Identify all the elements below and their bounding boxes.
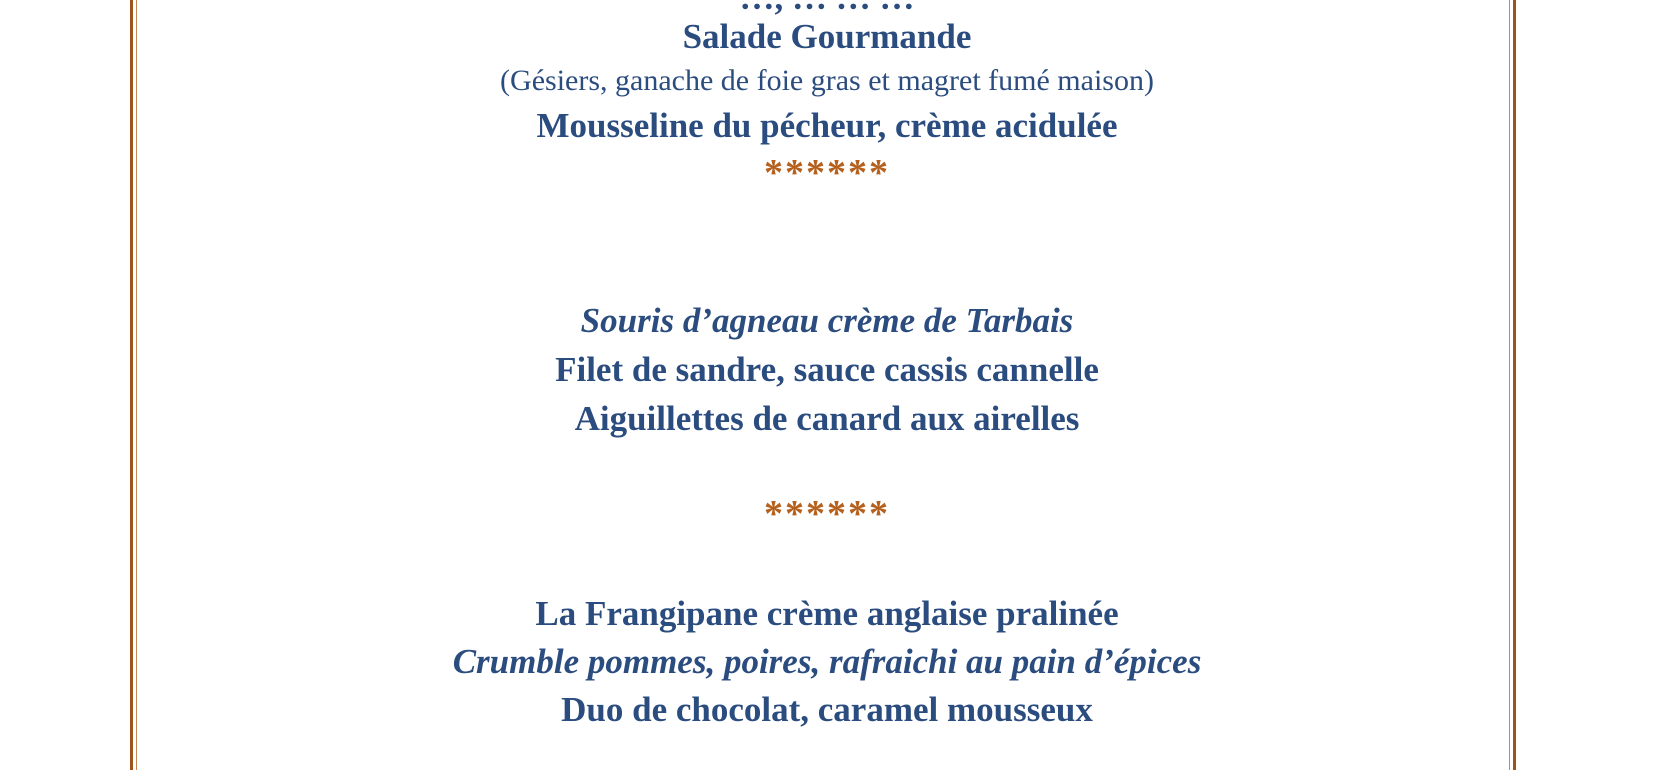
dessert-item-duo-chocolat: Duo de chocolat, caramel mousseux bbox=[561, 690, 1093, 729]
dessert-item-crumble: Crumble pommes, poires, rafraichi au pain d’épices bbox=[452, 642, 1202, 681]
starter-partial-top bbox=[0, 0, 1654, 18]
main-item-souris-agneau: Souris d’agneau crème de Tarbais bbox=[580, 301, 1074, 340]
starter-item-salade: Salade Gourmande bbox=[682, 17, 972, 56]
main-item-aiguillettes-canard: Aiguillettes de canard aux airelles bbox=[574, 399, 1080, 438]
dessert-item-frangipane: La Frangipane crème anglaise pralinée bbox=[535, 594, 1119, 633]
starter-item-salade-description: (Gésiers, ganache de foie gras et magret fumé maison) bbox=[500, 64, 1154, 97]
separator-stars: ****** bbox=[764, 152, 890, 194]
separator-stars: ****** bbox=[764, 493, 890, 535]
starter-item-mousseline: Mousseline du pécheur, crème acidulée bbox=[536, 106, 1118, 145]
main-item-filet-sandre: Filet de sandre, sauce cassis cannelle bbox=[555, 350, 1099, 389]
